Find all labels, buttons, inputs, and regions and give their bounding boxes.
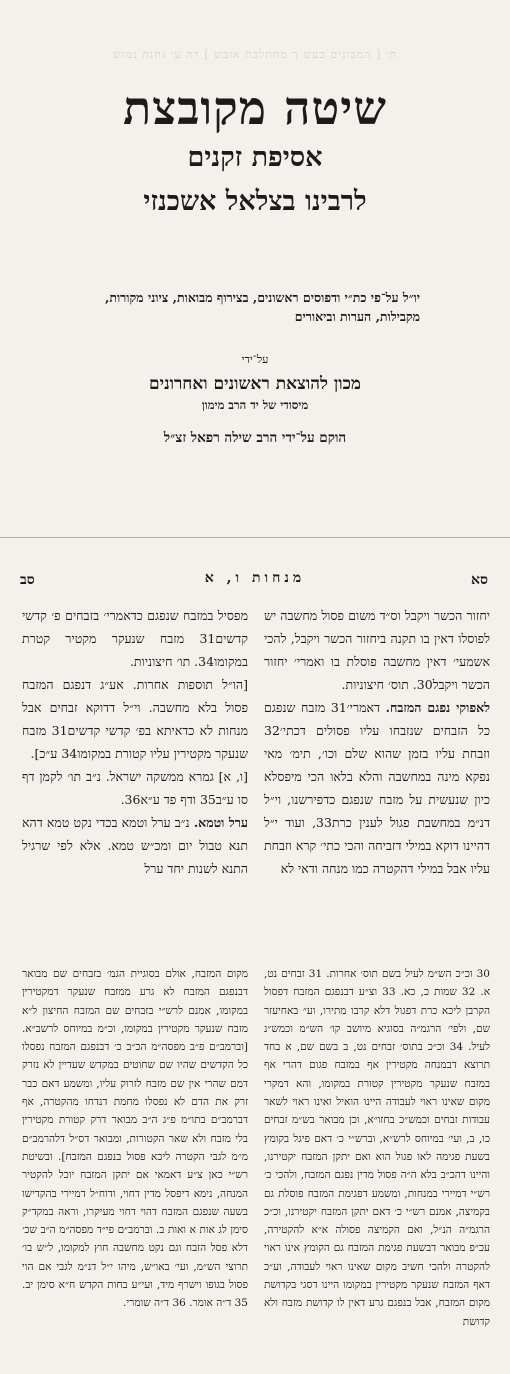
book-author: לרבינו בצלאל אשכנזי [143, 186, 367, 217]
page-divider [0, 537, 510, 538]
founder-line: הוקם על־ידי הרב שילה רפאל זצ״ל [163, 430, 347, 446]
book-title: שיטה מקובצת [123, 81, 387, 135]
paragraph: [ו, א] גמרא ממשקה ישראל. נ״ב תו׳ לקמן דף סו ע״ב35 ודף פד ע״א36. [22, 769, 248, 807]
paragraph-body: דאמרי׳31 מזבח שנפגם כל הזבחים שנזבחו עליו פסולים דכתי׳32 וזבחת עליו בזמן שהוא שלם וכו׳, תימ׳ מאי נפקא מינה במחשבה והלא בלאו הכי מיפסלא כיון שנעשית על מזבח שנפגם כדפירשנו, וי״ל דנ״מ במחשבת פגול לענין כרת33, ועוד י״ל דהיינו דוקא במילי דזביחה והכי כתי׳ קרא וזבחת עליו אבל במילי דהקטרה כמו מנחה ודאי לא [264, 700, 490, 876]
page-number-left: סב [20, 572, 35, 588]
paragraph-body: נ״ב ערל וטמא בכדי נקט טמא דהא תנא טבול יום ומכ״ש טמא. אלא לפי שרגיל התנא לשנות יחד ערל [22, 815, 248, 876]
paragraph [264, 696, 490, 880]
paragraph-heading: ערל וטמא. [193, 815, 248, 830]
main-text-column-left [22, 604, 248, 949]
paragraph: יחזור הכשר ויקבל וס״ד משום פסול מחשבה יש לפוסלו דאין בו תקנה ביחזור הכשר ויקבל, להכי אשמעי׳ דאין מחשבה פוסלת בו ואמרי׳ יחזור הכשר ויקבל30. תוס׳ חיצוניות. [264, 608, 490, 692]
running-head: מנחות ו, א [204, 570, 306, 586]
main-text-column-right [264, 604, 490, 949]
book-subtitle: אסיפת זקנים [187, 142, 323, 173]
page-number-right: סא [471, 572, 488, 588]
paragraph [22, 811, 248, 880]
publisher-name: מכון להוצאת ראשונים ואחרונים [149, 374, 361, 394]
paragraph: [הו״ל תוספות אחרות. אע״ג דנפגם המזבח פסול בלא מחשבה. וי״ל דדוקא זבחים אבל מנחות לא כדאיתא בפ׳ קדשי קדשים31 מזבח שנעקר מקטירין עליו קטורת במקומו34 ע״כ]. [22, 677, 248, 761]
paragraph: מפסיל במזבח שנפגם כדאמרי׳ בזבחים פ׳ קדשי קדשים31 מזבח שנעקר מקטיר קטרת במקומו34. תו׳ חיצוניות. [22, 608, 248, 669]
bleed-through-text: ח׳ [ המבונים בעש ך מחתלבת אובש ] רה ע׳ נחנה נמוש [113, 48, 397, 61]
by-label: על־ידי [241, 353, 269, 366]
paragraph-heading: לאפוקי נפגם המזבח. [385, 700, 490, 715]
edition-description: יו״ל על־פי כת״י ודפוסים ראשונים, בצירוף מבואות, ציוני מקורות, מקבילות, הערות וביאורים [104, 290, 420, 324]
footnotes-column-left: מקום המזבח, אולם בסוגיית הגמ׳ בזבחים שם מבואר דבנפגם המזבח לא גרע ממזבח שנעקר דמקטירין במקומו, אמנם לרש״י בזבחים שם המזבח החיצון ל״א מזבח שנעקר מקטירין במקומו, וכ״מ במיוחס לרשב״א. [וברמב״ם פ״ב מפסה״מ הכ״ב כ׳ דבנפגם המזבח נפסלו כל הקדשים שהיו שם שחוטים במקדש שעדיין לא נזרק דמם שהרי אין שם מזבח לזרוק עליו, ומשמע דאם כבר זרק את הדם לא נפסלו מחמת דנדחו מהקטרה, אף דברמב״ם בתו״מ פ״ג ה״ב מבואר דרק קטורת מקטירין בלי מזבח ולא שאר הקטורות, ומבואר דס״ל דלהרמב״ם מ״מ לגבי הקטרה ליכא פסול בנפגם המזבח]. ובשיטת רש״י כאן צ״ע דאמאי אם יתקן המזבח יוכל להקטיר המנחה, נימא דיפסל מדין דחוי, ודוח״ל דמיירי בהקדישו בשעה שנפגם המזבח דהוי דחוי מעיקרו, וראה במקד״ק סימן לג אות א ואות ב. וברמב״ם פי״ד מפסה״מ ה״ב שכ׳ דלא פסל הזבח וגם נקט מחשבה חוץ למקומו, ל״ש בו׳ תרוצי הש״מ, ועי׳ באו״ש, מיהו י״ל דנ״מ לגבי אם הוי פסול בגופו וישרף מיד, ועי״ע בחות הקדש ח״א סימן יב. 35 ד״ה אומר. 36 ד״ה שומרי. [22, 968, 248, 1310]
footnotes-column-right: 30 וכ״כ הש״מ לעיל בשם תוס׳ אחרות. 31 זבחים נט, א. 32 שמות כ, כא. 33 וצ״ע דבנפגם המזבח דפסול הקרבן ליכא כרת דפגול דלא קרבו מתירו, וע״ באחיעזר שם, ולפי׳ הרגמ״ה בסוגיא מיושב קו׳ הש״מ וכמש״נ לעיל. 34 וכ״כ בתוס׳ זבחים נט, ב בשם שם, א בחד תרוצא דבמנחה מקטירין אף במזבח פגום דהרי אף במזבח שנעקר מקטירין קטורת במקומו, והא דמקרי מקום שאינו ראוי לעבודה היינו הואיל ואינו ראוי לשאר עבודות זבחים וכמש״כ בחזו״א, וכן מבואר בש״מ זבחים כו, ב, ועי׳ במיוחס לרש״א, וברש״י כ׳ דאם פיגל בקומץ בשעת פגימה לאו פגול הוא ואם יתקן המזבח יקטירנו, והיינו דהכ״ב בלא ה״ה פסול מדין נפגם המזבח, ולהכי כ׳ רש״י דמיירי במנחות, ומשמע דפגימת המזבח פוסלת גם בקמיצה, אמנם רש״י כ׳ דאם יתקן המזבח יקטירנו, וכ״כ הרגמ״ה הנ״ל, ואם הקמיצה פסולה א״א להקטירה, עכ״פ מבואר דבשעת פגימת המזבח גם הקומץ אינו ראוי להקטרה ולהכי חשיב מקום שאינו ראוי לעבודה, וע״כ דאף המזבח שנעקר מקטירין במקומו היינו דסגי בקדושת מקום המזבח, אבל בנפגם גרע דאין לו קדושת מזבח ולא קדושת [264, 968, 490, 1328]
publisher-subtitle: מיסודי של יד הרב מימון [201, 398, 309, 412]
